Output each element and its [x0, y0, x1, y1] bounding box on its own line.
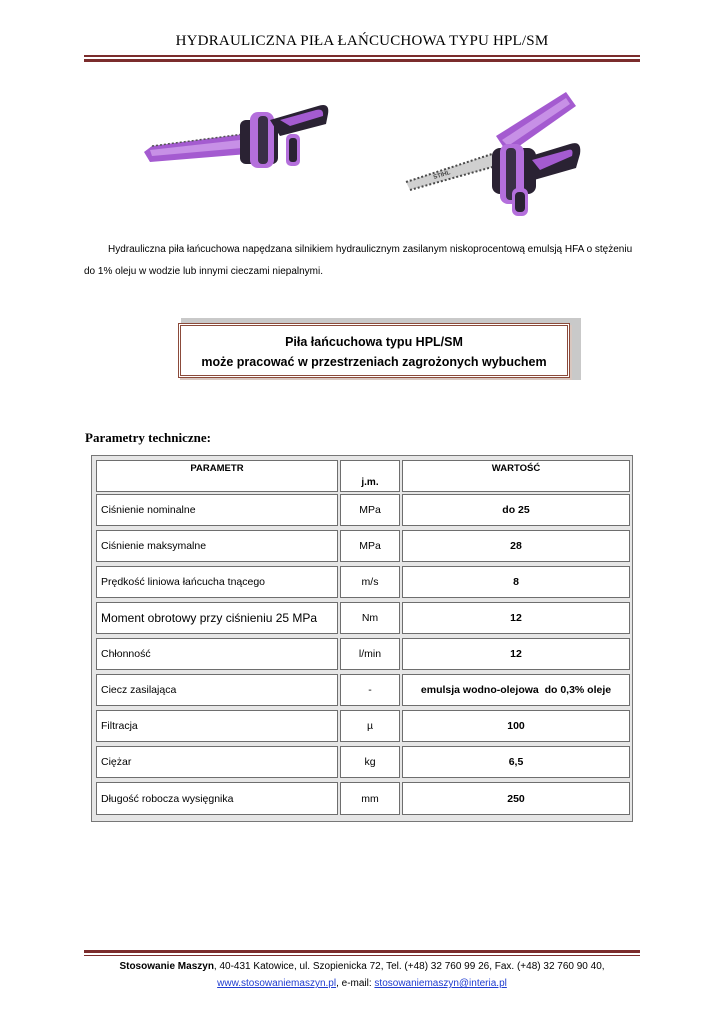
table-row-param: Filtracja — [96, 710, 338, 742]
table-row-unit: µ — [340, 710, 400, 742]
table-row-unit: m/s — [340, 566, 400, 598]
callout-title: Piła łańcuchowa typu HPL/SM — [285, 335, 463, 349]
bar-marking-label: STIHL — [432, 170, 452, 181]
table-row-param: Chłonność — [96, 638, 338, 670]
params-heading: Parametry techniczne: — [85, 430, 211, 445]
table-row-param: Ciśnienie maksymalne — [96, 530, 338, 562]
chainsaw-photo-right — [400, 84, 610, 224]
table-row-value: 12 — [402, 602, 630, 634]
table-row-value: 28 — [402, 530, 630, 562]
table-row-value: 100 — [402, 710, 630, 742]
table-row-value: do 25 — [402, 494, 630, 526]
callout-subtitle: może pracować w przestrzeniach zagrożonych wybuchem — [201, 355, 547, 369]
header-value: WARTOŚĆ — [402, 460, 630, 492]
callout-box — [178, 323, 570, 378]
website-link[interactable]: www.stosowaniemaszyn.pl — [217, 978, 337, 989]
intro-paragraph — [84, 239, 640, 283]
table-row-unit: MPa — [340, 530, 400, 562]
intro-text: Hydrauliczna piła łańcuchowa napędzana silnikiem hydraulicznym zasilanym niskoprocentową emulsją HFA o stężeniu do 1% oleju w wodzie lub innymi cieczami niepalnymi. — [84, 244, 633, 277]
header-rule-thick — [84, 59, 640, 62]
table-row-unit: MPa — [340, 494, 400, 526]
footer-company: Stosowanie Maszyn — [119, 961, 214, 972]
footer-address-line — [0, 961, 724, 972]
header-param: PARAMETR — [96, 460, 338, 492]
email-label: , e-mail: — [336, 978, 375, 989]
email-link[interactable]: stosowaniemaszyn@interia.pl — [374, 978, 507, 989]
footer-rule-thin — [84, 955, 640, 957]
header-unit: j.m. — [340, 460, 400, 492]
table-row-unit: mm — [340, 782, 400, 815]
table-row-value: 250 — [402, 782, 630, 815]
table-row-value: 6,5 — [402, 746, 630, 778]
footer-address: , 40-431 Katowice, ul. Szopienicka 72, Tel. (+48) 32 760 99 26, Fax. (+48) 32 760 90 40, — [213, 961, 605, 972]
table-row-unit: l/min — [340, 638, 400, 670]
document-title: HYDRAULICZNA PIŁA ŁAŃCUCHOWA TYPU HPL/SM — [175, 33, 549, 49]
table-row-unit: kg — [340, 746, 400, 778]
footer-contact-line — [0, 978, 724, 989]
table-row-unit: - — [340, 674, 400, 706]
table-row-value: 8 — [402, 566, 630, 598]
table-row-unit: Nm — [340, 602, 400, 634]
table-row-param: Długość robocza wysięgnika — [96, 782, 338, 815]
header-rule-thin — [84, 55, 640, 57]
table-row-value: 12 — [402, 638, 630, 670]
table-row-value: emulsja wodno-olejowa do 0,3% oleje — [402, 674, 630, 706]
table-row-param: Ciśnienie nominalne — [96, 494, 338, 526]
params-table — [91, 455, 633, 822]
table-row-param: Prędkość liniowa łańcucha tnącego — [96, 566, 338, 598]
table-row-param: Ciecz zasilająca — [96, 674, 338, 706]
footer-rule-thick — [84, 950, 640, 953]
table-row-param: Moment obrotowy przy ciśnieniu 25 MPa — [96, 602, 338, 634]
table-row-param: Ciężar — [96, 746, 338, 778]
chainsaw-photo-left — [140, 90, 336, 182]
